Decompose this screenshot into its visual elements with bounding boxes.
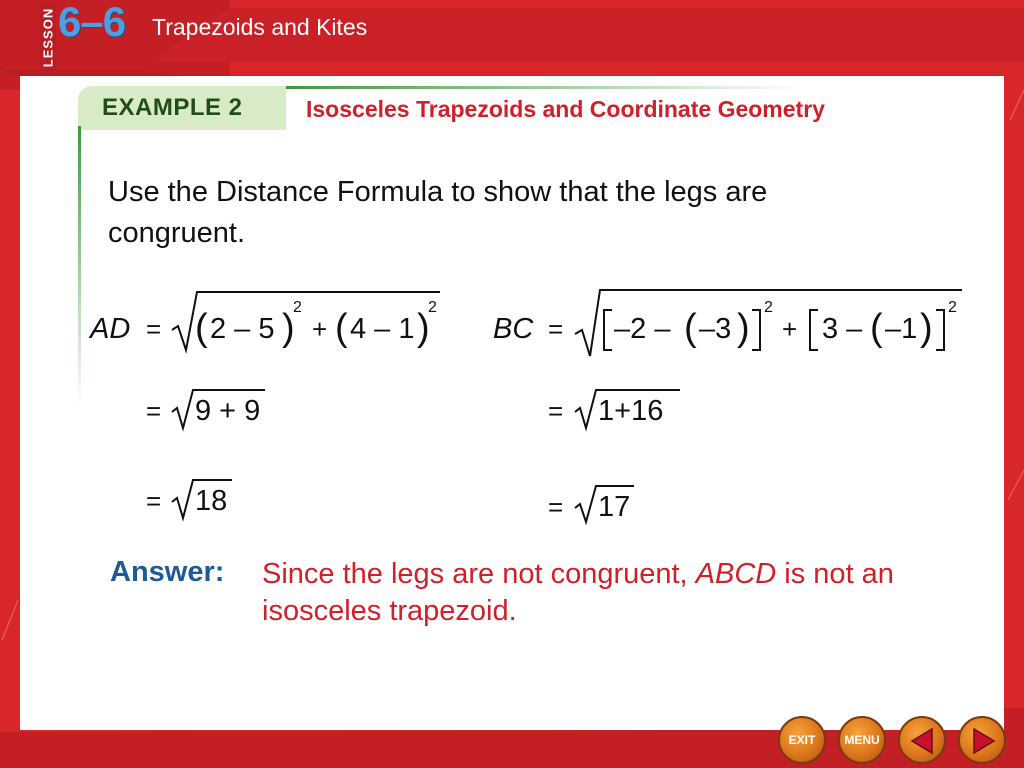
svg-text:AD: AD bbox=[90, 313, 131, 345]
left-arrow-icon bbox=[908, 726, 938, 756]
svg-text:): ) bbox=[920, 307, 933, 349]
svg-text:(: ( bbox=[684, 307, 697, 349]
lesson-number: 6–6 bbox=[58, 0, 126, 45]
answer-label: Answer: bbox=[110, 556, 225, 588]
menu-button[interactable] bbox=[838, 716, 886, 764]
svg-text:): ) bbox=[282, 307, 295, 349]
example-title: Isosceles Trapezoids and Coordinate Geometry bbox=[306, 96, 825, 122]
bc-equation-line1 bbox=[493, 290, 962, 356]
svg-text:2: 2 bbox=[428, 299, 437, 316]
svg-text:+: + bbox=[312, 314, 328, 344]
lesson-title: Trapezoids and Kites bbox=[152, 14, 368, 40]
answer-text-end: is not an isosceles trapezoid. bbox=[262, 558, 894, 627]
svg-text:2 – 5: 2 – 5 bbox=[210, 313, 275, 345]
svg-text:1+16: 1+16 bbox=[598, 395, 664, 427]
svg-text:3 –: 3 – bbox=[822, 313, 863, 345]
svg-text:(: ( bbox=[870, 307, 883, 349]
svg-text:=: = bbox=[146, 314, 162, 344]
svg-text:2: 2 bbox=[293, 299, 302, 316]
answer-text-start: Since the legs are not congruent, bbox=[262, 558, 696, 590]
right-arrow-icon bbox=[968, 726, 998, 756]
svg-text:+: + bbox=[782, 314, 798, 344]
next-button[interactable] bbox=[958, 716, 1006, 764]
exit-button[interactable] bbox=[778, 716, 826, 764]
svg-text:(: ( bbox=[195, 307, 208, 349]
answer-text-abcd: ABCD bbox=[695, 558, 777, 590]
svg-text:): ) bbox=[417, 307, 430, 349]
svg-text:=: = bbox=[146, 486, 162, 516]
svg-text:BC: BC bbox=[493, 313, 534, 345]
menu-label: MENU bbox=[844, 733, 880, 747]
answer-text bbox=[262, 556, 972, 630]
svg-text:9 + 9: 9 + 9 bbox=[195, 395, 261, 427]
svg-text:–2 –: –2 – bbox=[614, 313, 671, 345]
exit-label: EXIT bbox=[788, 733, 816, 747]
svg-text:(: ( bbox=[335, 307, 348, 349]
svg-text:2: 2 bbox=[764, 299, 773, 316]
ad-equation-line2 bbox=[146, 390, 265, 428]
bc-equation-line2 bbox=[548, 390, 680, 428]
bc-equation-line3 bbox=[548, 486, 634, 523]
example-label: EXAMPLE 2 bbox=[102, 94, 243, 121]
svg-text:2: 2 bbox=[948, 299, 957, 316]
svg-text:–1: –1 bbox=[885, 313, 918, 345]
svg-text:=: = bbox=[146, 396, 162, 426]
previous-button[interactable] bbox=[898, 716, 946, 764]
lesson-word: LESSON bbox=[40, 7, 56, 68]
ad-equation-line1 bbox=[88, 292, 440, 350]
svg-text:4 – 1: 4 – 1 bbox=[350, 313, 415, 345]
svg-text:–3: –3 bbox=[699, 313, 732, 345]
instruction-text: Use the Distance Formula to show that the legs are congruent. bbox=[108, 176, 768, 249]
svg-text:18: 18 bbox=[195, 485, 228, 517]
ad-equation-line3 bbox=[146, 480, 232, 518]
svg-text:=: = bbox=[548, 314, 564, 344]
svg-text:=: = bbox=[548, 492, 564, 522]
svg-text:17: 17 bbox=[598, 491, 631, 523]
svg-text:): ) bbox=[737, 307, 750, 349]
svg-text:=: = bbox=[548, 396, 564, 426]
